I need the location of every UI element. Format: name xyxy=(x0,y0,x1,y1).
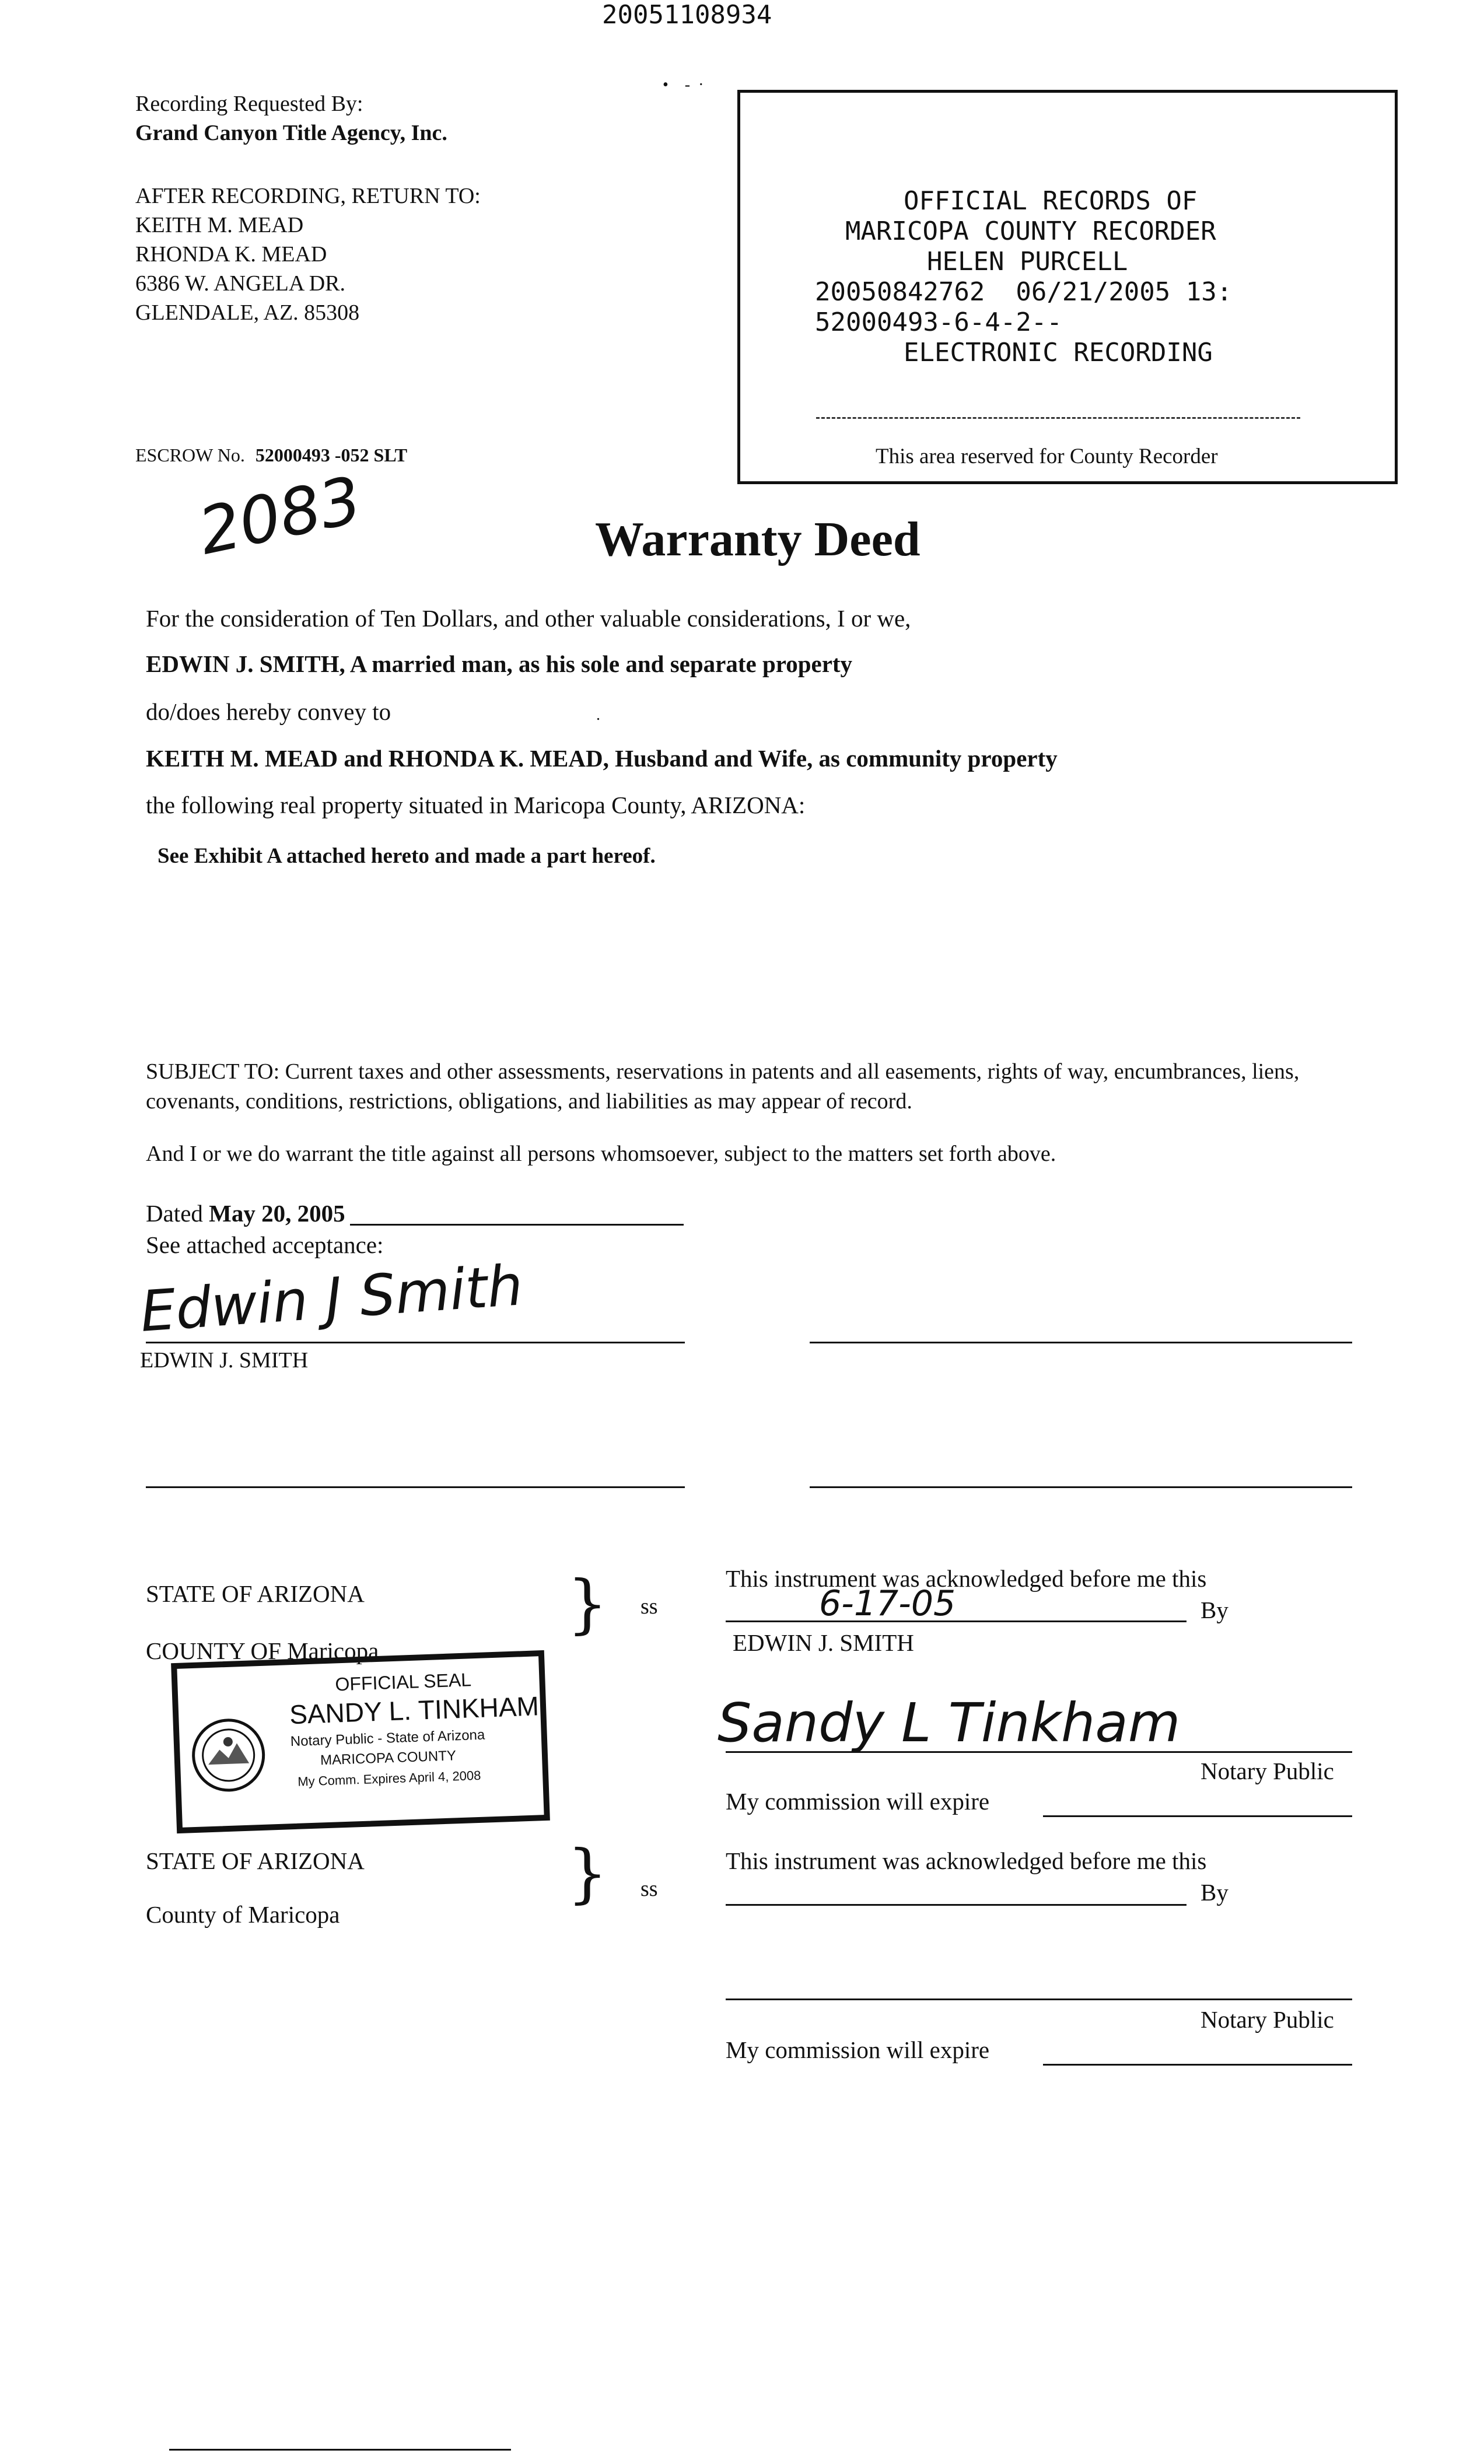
notary2-state: STATE OF ARIZONA xyxy=(146,1847,365,1874)
notary1-date-line xyxy=(726,1620,1186,1622)
notary1-by: By xyxy=(1200,1597,1228,1623)
state-seal-icon xyxy=(189,1716,267,1794)
return-to-label: AFTER RECORDING, RETURN TO: xyxy=(135,184,481,208)
notary2-by: By xyxy=(1200,1879,1228,1906)
notary1-signature: Sandy L Tinkham xyxy=(718,1692,1181,1754)
notary2-date-line xyxy=(726,1904,1186,1906)
recorder-caption: This area reserved for County Recorder xyxy=(876,444,1218,468)
notary1-ss: ss xyxy=(640,1594,658,1619)
notary2-county: County of Maricopa xyxy=(146,1901,340,1928)
grantor-signature: Edwin J Smith xyxy=(138,1252,525,1345)
consideration-text: For the consideration of Ten Dollars, and other valuable considerations, I or we, xyxy=(146,605,911,632)
property-intro-text: the following real property situated in Maricopa County, ARIZONA: xyxy=(146,792,806,818)
seal-line: MARICOPA COUNTY xyxy=(320,1748,457,1769)
notary1-county: COUNTY OF Maricopa xyxy=(146,1637,379,1664)
escrow-number: 52000493 -052 SLT xyxy=(255,444,408,466)
notary2-brace: } xyxy=(567,1836,608,1910)
subject-to-text: SUBJECT TO: Current taxes and other assessments, reservations in patents and all easements, rights of way, encumbrances, liens, covenants, conditions, restrictions, obligations, and liabilities as may appear of record. xyxy=(146,1059,1300,1114)
warrant-text: And I or we do warrant the title against all persons whomsoever, subject to the matters set forth above. xyxy=(146,1142,1056,1166)
county-recorder-box xyxy=(737,90,1398,484)
notary2-ss: ss xyxy=(640,1877,658,1901)
page-title: Warranty Deed xyxy=(595,512,921,566)
notary2-notary-public: Notary Public xyxy=(1200,2006,1334,2033)
notary1-signature-line xyxy=(726,1751,1352,1753)
dated-label: Dated xyxy=(146,1200,203,1227)
escrow-row xyxy=(135,444,407,466)
recording-requested-label: Recording Requested By: xyxy=(135,92,363,116)
notary1-notary-public: Notary Public xyxy=(1200,1758,1334,1784)
seal-line: SANDY L. TINKHAM xyxy=(289,1690,540,1730)
signer-name: EDWIN J. SMITH xyxy=(140,1348,309,1373)
return-line: RHONDA K. MEAD xyxy=(135,242,327,267)
handwritten-note: 2083 xyxy=(192,462,368,569)
footer-rule xyxy=(169,2449,511,2451)
grantee-text: KEITH M. MEAD and RHONDA K. MEAD, Husband and Wife, as community property xyxy=(146,745,1058,772)
grantor-text: EDWIN J. SMITH, A married man, as his sole and separate property xyxy=(146,650,853,677)
stray-mark: . xyxy=(596,706,600,724)
recorder-line: MARICOPA COUNTY RECORDER xyxy=(845,216,1216,246)
notary1-date: 6-17-05 xyxy=(819,1583,956,1624)
dated-underline xyxy=(350,1224,684,1226)
notary1-commission: My commission will expire xyxy=(726,1788,990,1815)
return-line: GLENDALE, AZ. 85308 xyxy=(135,300,360,325)
notary2-commission-line xyxy=(1043,2064,1352,2066)
notary2-signature-line xyxy=(726,1999,1352,2000)
seal-line: My Comm. Expires April 4, 2008 xyxy=(297,1768,481,1789)
dated-row xyxy=(146,1198,345,1229)
recording-requested-by: Grand Canyon Title Agency, Inc. xyxy=(135,121,447,145)
notary1-state: STATE OF ARIZONA xyxy=(146,1580,365,1607)
signature-line xyxy=(810,1486,1352,1488)
notary1-by-name: EDWIN J. SMITH xyxy=(733,1629,914,1656)
signature-line xyxy=(146,1342,685,1343)
notary2-ack: This instrument was acknowledged before me this xyxy=(726,1847,1207,1874)
dashed-separator xyxy=(816,417,1300,419)
seal-line: OFFICIAL SEAL xyxy=(334,1669,472,1695)
notary1-brace: } xyxy=(567,1566,608,1641)
notary2-commission: My commission will expire xyxy=(726,2036,990,2063)
convey-text: do/does hereby convey to xyxy=(146,698,391,725)
signature-line xyxy=(146,1486,685,1488)
recorder-line: 20050842762 06/21/2005 13: xyxy=(815,277,1233,307)
return-line: KEITH M. MEAD xyxy=(135,213,304,237)
seal-line: Notary Public - State of Arizona xyxy=(290,1727,485,1750)
acceptance-text: See attached acceptance: xyxy=(146,1231,384,1258)
recorder-line: HELEN PURCELL xyxy=(927,247,1128,276)
notary1-commission-line xyxy=(1043,1815,1352,1817)
notary1-ack: This instrument was acknowledged before me this xyxy=(726,1565,1207,1592)
dated-value: May 20, 2005 xyxy=(209,1200,345,1227)
top-marks: • - · xyxy=(663,76,704,94)
recorder-line: 52000493-6-4-2-- xyxy=(815,307,1062,337)
signature-line xyxy=(810,1342,1352,1343)
escrow-label: ESCROW No. xyxy=(135,444,245,466)
document-number: 20051108934 xyxy=(602,0,772,30)
official-seal-stamp xyxy=(171,1650,550,1833)
recorder-line: OFFICIAL RECORDS OF xyxy=(904,186,1198,216)
recorder-line: ELECTRONIC RECORDING xyxy=(904,338,1213,368)
return-line: 6386 W. ANGELA DR. xyxy=(135,271,345,296)
exhibit-text: See Exhibit A attached hereto and made a part hereof. xyxy=(158,844,656,868)
